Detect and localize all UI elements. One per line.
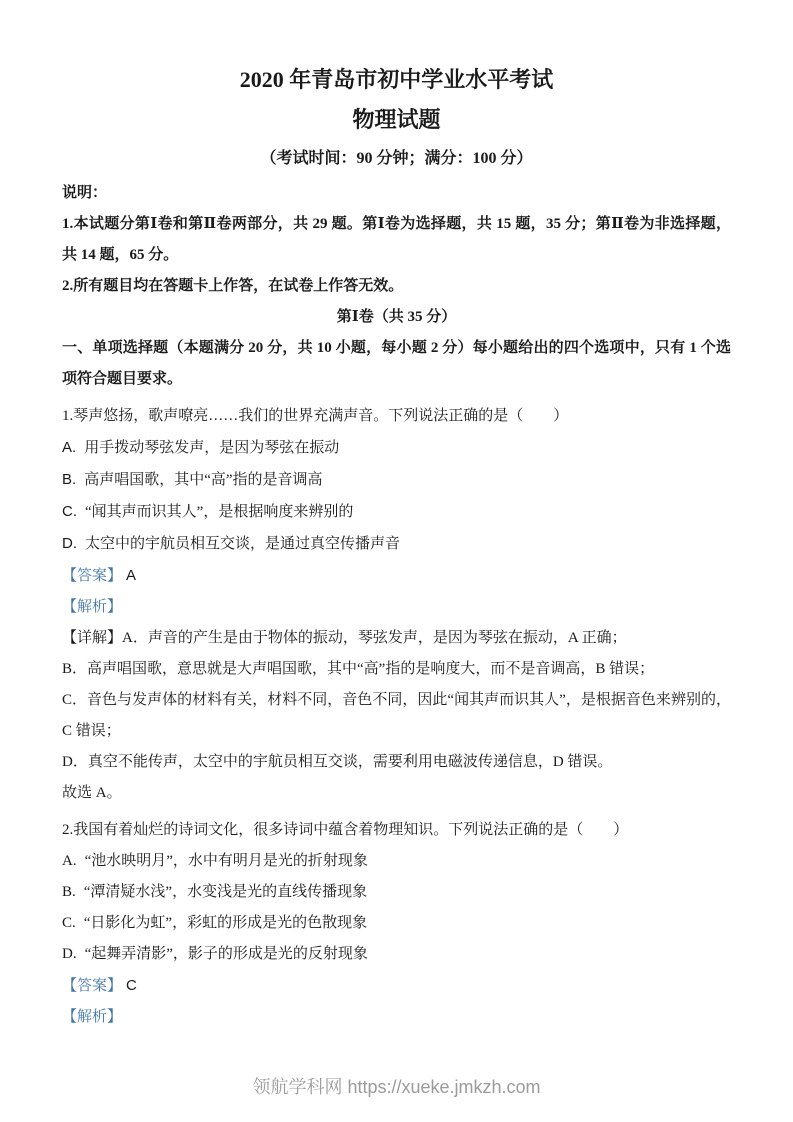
question-2 bbox=[62, 815, 731, 1033]
option-label: D. bbox=[62, 946, 77, 962]
option-label: A. bbox=[62, 853, 77, 869]
page-subtitle: 物理试题 bbox=[352, 107, 441, 132]
option-row-b bbox=[62, 464, 731, 496]
option-text: “闻其声而识其人”，是根据响度来辨别的 bbox=[85, 504, 354, 520]
analysis-label: 【解析】 bbox=[62, 599, 123, 615]
detail-label: 【详解】 bbox=[62, 630, 123, 646]
answer-row bbox=[62, 970, 731, 1002]
answer-value: C bbox=[126, 977, 137, 994]
exam-info: （考试时间：90 分钟；满分：100 分） bbox=[260, 150, 533, 167]
option-label: B. bbox=[62, 884, 76, 900]
answer-row bbox=[62, 560, 731, 592]
note-item-2: 2.所有题目均在答题卡上作答，在试卷上作答无效。 bbox=[62, 278, 404, 294]
option-text: 高声唱国歌，其中“高”指的是音调高 bbox=[84, 472, 323, 488]
footer-watermark: 领航学科网 https://xueke.jmkzh.com bbox=[252, 1077, 541, 1097]
option-text: 太空中的宇航员相互交谈，是通过真空传播声音 bbox=[85, 536, 401, 552]
page-title: 2020 年青岛市初中学业水平考试 bbox=[239, 67, 554, 92]
option-text: “起舞弄清影”，影子的形成是光的反射现象 bbox=[84, 946, 368, 962]
analysis-label: 【解析】 bbox=[62, 1009, 123, 1025]
question-stem: 2.我国有着灿烂的诗词文化，很多诗词中蕴含着物理知识。下列说法正确的是（ ） bbox=[62, 822, 629, 838]
note-item-1: 1.本试题分第Ⅰ卷和第Ⅱ卷两部分，共 29 题。第Ⅰ卷为选择题，共 15 题，35 分；第Ⅱ卷为非选择题，共 14 题，65 分。 bbox=[62, 216, 731, 263]
part-heading: 一、单项选择题（本题满分 20 分，共 10 小题，每小题 2 分）每小题给出的四个选项中，只有 1 个选项符合题目要求。 bbox=[62, 340, 731, 387]
option-row-d bbox=[62, 528, 731, 560]
option-label: C. bbox=[62, 503, 77, 520]
section-heading: 第Ⅰ卷（共 35 分） bbox=[336, 309, 457, 325]
analysis-row bbox=[62, 1002, 731, 1033]
option-text: “日影化为虹”，彩虹的形成是光的色散现象 bbox=[83, 915, 368, 931]
detail-line: D．真空不能传声，太空中的宇航员相互交谈，需要利用电磁波传递信息，D 错误。 bbox=[62, 754, 613, 770]
option-row-c bbox=[62, 908, 731, 939]
detail-line: B．高声唱国歌，意思就是大声唱国歌，其中“高”指的是响度大，而不是音调高，B 错误； bbox=[62, 661, 655, 677]
question-1 bbox=[62, 401, 731, 809]
answer-label: 【答案】 bbox=[62, 978, 123, 994]
option-label: C. bbox=[62, 915, 76, 931]
answer-value: A bbox=[126, 567, 137, 584]
answer-label: 【答案】 bbox=[62, 568, 123, 584]
option-text: “潭清疑水浅”，水变浅是光的直线传播现象 bbox=[83, 884, 368, 900]
detail-line: 故选 A。 bbox=[62, 785, 122, 801]
detail-row bbox=[62, 623, 731, 654]
option-label: B. bbox=[62, 471, 77, 488]
option-row-a bbox=[62, 846, 731, 877]
option-label: D. bbox=[62, 535, 77, 552]
detail-text: A．声音的产生是由于物体的振动，琴弦发声，是因为琴弦在振动，A 正确； bbox=[122, 630, 627, 646]
option-row-c bbox=[62, 496, 731, 528]
option-row-a bbox=[62, 432, 731, 464]
analysis-row bbox=[62, 592, 731, 623]
option-text: “池水映明月”，水中有明月是光的折射现象 bbox=[84, 853, 368, 869]
notes-heading: 说明： bbox=[62, 185, 108, 201]
detail-line: C．音色与发声体的材料有关，材料不同，音色不同，因此“闻其声而识其人”，是根据音色来辨别的，C 错误； bbox=[62, 692, 731, 739]
option-row-b bbox=[62, 877, 731, 908]
option-row-d bbox=[62, 939, 731, 970]
option-label: A. bbox=[62, 439, 77, 456]
option-text: 用手拨动琴弦发声，是因为琴弦在振动 bbox=[84, 440, 340, 456]
question-stem: 1.琴声悠扬，歌声嘹亮……我们的世界充满声音。下列说法正确的是（ ） bbox=[62, 408, 569, 424]
